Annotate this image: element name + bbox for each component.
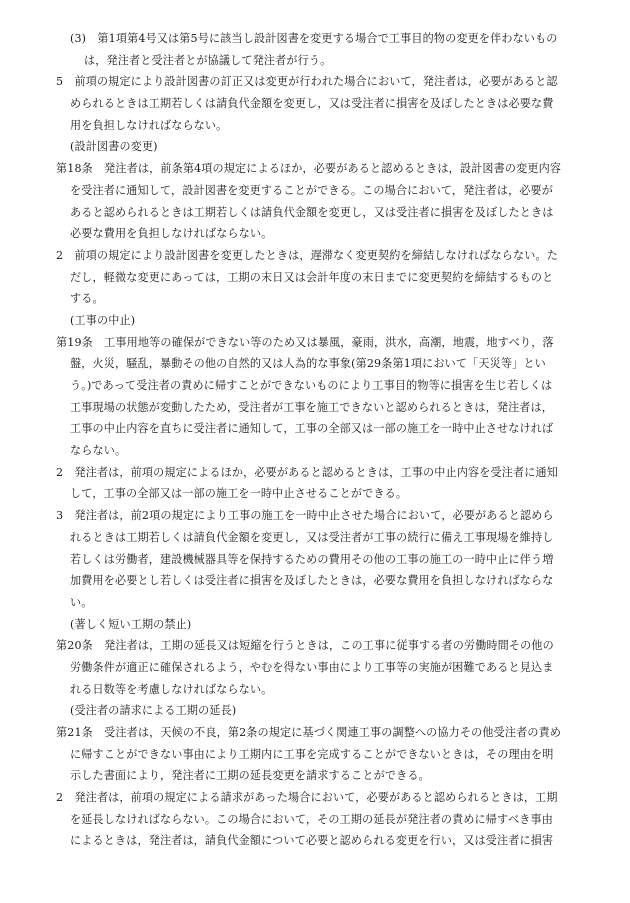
text-line: 示した書面により，発注者に工期の延長変更を請求することができる。 (70, 769, 430, 783)
text-line: (設計図書の変更) (70, 140, 158, 154)
text-line: する。 (70, 292, 104, 306)
text-line: に帰すことができない事由により工期内に工事を完成することができないときは，その理由を明 (70, 747, 554, 761)
text-line: 2 発注者は，前項の規定によるほか，必要があると認めるときは，工事の中止内容を受注者に通知 (56, 465, 558, 479)
text-line: れるときは工期若しくは請負代金額を変更し，又は受注者が工事の続行に備え工事現場を維持し (70, 530, 554, 544)
text-line: 2 前項の規定により設計図書を変更したときは，遅滞なく変更契約を締結しなければならない。た (56, 248, 558, 262)
text-line: によるときは，発注者は，請負代金額について必要と認められる変更を行い，又は受注者に損害 (70, 834, 554, 848)
text-line: 加費用を必要とし若しくは受注者に損害を及ぼしたときは，必要な費用を負担しなければならな (70, 574, 554, 588)
text-line: を延長しなければならない。この場合において，その工期の延長が発注者の責めに帰すべき事由 (70, 812, 554, 826)
text-line: だし，軽微な変更にあっては，工期の末日又は会計年度の末日までに変更契約を締結するものと (70, 270, 554, 284)
text-line: (工事の中止) (70, 313, 136, 327)
text-line: を受注者に通知して，設計図書を変更することができる。この場合において，発注者は，必要が (70, 183, 554, 197)
text-line: 第21条 受注者は，天候の不良，第2条の規定に基づく関連工事の調整への協力その他受注者の責め (56, 726, 562, 739)
text-line: 3 発注者は，前2項の規定により工事の施工を一時中止させた場合において，必要があると認めら (56, 509, 554, 523)
text-line: 第19条 工事用地等の確保ができない等のため又は暴風，豪雨，洪水，高潮，地震，地すべり，落 (56, 335, 554, 349)
text-line: (著しく短い工期の禁止) (70, 617, 192, 631)
text-line: 用を負担しなければならない。 (70, 118, 228, 132)
text-line: (受注者の請求による工期の延長) (70, 704, 237, 718)
text-line: して，工事の全部又は一部の施工を一時中止させることができる。 (70, 487, 408, 501)
document-page (0, 28, 630, 852)
text-line: められるときは工期若しくは請負代金額を変更し，又は受注者に損害を及ぼしたときは必要な費 (70, 97, 554, 111)
text-line: 2 発注者は，前項の規定による請求があった場合において，必要があると認められるときは，工期 (56, 791, 558, 805)
text-line: (3) 第1項第4号又は第5号に該当し設計図書を変更する場合で工事目的物の変更を伴わないもの (70, 32, 558, 45)
text-line: 5 前項の規定により設計図書の訂正又は変更が行われた場合において，発注者は，必要があると認 (56, 75, 558, 89)
text-line: 第20条 発注者は，工期の延長又は短縮を行うときは，この工事に従事する者の労働時間その他の (56, 639, 554, 653)
text-line: 工事の中止内容を直ちに受注者に通知して，工事の全部又は一部の施工を一時中止させなければ (70, 422, 554, 436)
text-line: 盤，火災，騒乱，暴動その他の自然的又は人為的な事象(第29条第1項において「天災等」とい (70, 357, 546, 371)
text-line: 労働条件が適正に確保されるよう，やむを得ない事由により工事等の実施が困難であると見込ま (70, 660, 554, 674)
text-line: ならない。 (70, 444, 127, 458)
text-line: 必要な費用を負担しなければならない。 (70, 227, 273, 241)
text-line: 若しくは労働者，建設機械器具等を保持するための費用その他の工事の施工の一時中止に伴う増 (70, 552, 554, 566)
text-line: う。)であって受注者の責めに帰すことができないものにより工事目的物等に損害を生じ若しくは (70, 379, 553, 392)
text-line: 工事現場の状態が変動したため，受注者が工事を施工できないと認められるときは，発注者は， (70, 400, 554, 414)
text-line: あると認められるときは工期若しくは請負代金額を変更し，又は受注者に損害を及ぼしたときは (70, 205, 554, 219)
text-line: い。 (70, 595, 93, 609)
text-line: は，発注者と受注者とが協議して発注者が行う。 (84, 53, 332, 67)
text-line: 第18条 発注者は，前条第4項の規定によるほか，必要があると認めるときは，設計図書の変更内容 (56, 162, 562, 176)
text-line: れる日数等を考慮しなければならない。 (70, 682, 273, 696)
